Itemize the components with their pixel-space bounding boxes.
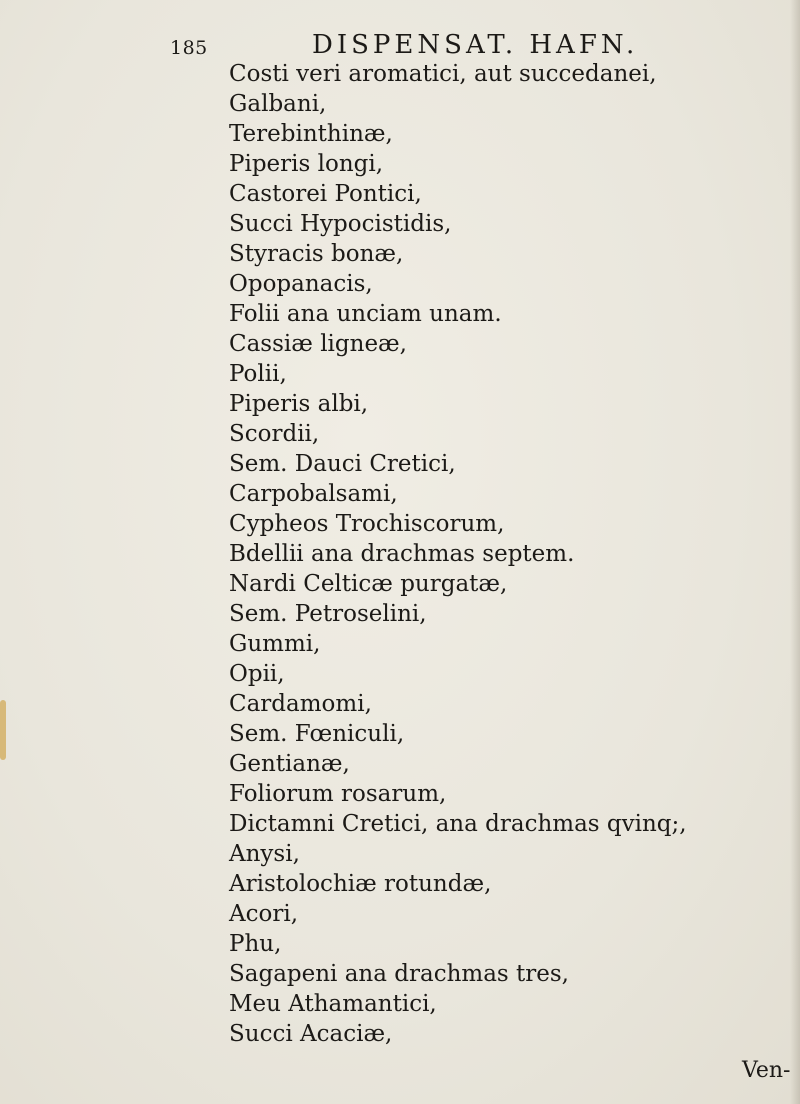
ingredient-line: Polii, bbox=[229, 361, 287, 387]
ingredient-line: Sagapeni ana drachmas tres, bbox=[229, 961, 569, 987]
ingredient-line: Nardi Celticæ purgatæ, bbox=[229, 571, 508, 597]
ingredient-line: Foliorum rosarum, bbox=[229, 781, 447, 807]
ingredient-line: Opii, bbox=[229, 661, 285, 687]
ingredient-line: Carpobalsami, bbox=[229, 481, 398, 507]
ingredient-line: Piperis longi, bbox=[229, 151, 384, 177]
ingredient-line: Scordii, bbox=[229, 421, 320, 447]
ingredient-line: Cassiæ ligneæ, bbox=[229, 331, 407, 357]
ingredient-line: Sem. Petroselini, bbox=[229, 601, 427, 627]
ingredient-line: Folii ana unciam unam. bbox=[229, 301, 502, 327]
ingredient-line: Piperis albi, bbox=[229, 391, 369, 417]
ingredient-line: Styracis bonæ, bbox=[229, 241, 404, 267]
ingredient-line: Meu Athamantici, bbox=[229, 991, 437, 1017]
ingredient-line: Cardamomi, bbox=[229, 691, 372, 717]
ingredient-line: Galbani, bbox=[229, 91, 327, 117]
running-head: DISPENSAT. HAFN. bbox=[312, 30, 639, 60]
ingredient-line: Terebinthinæ, bbox=[229, 121, 393, 147]
ingredient-line: Phu, bbox=[229, 931, 282, 957]
ingredient-line: Anysi, bbox=[229, 841, 300, 867]
ingredient-line: Opopanacis, bbox=[229, 271, 373, 297]
ingredient-line: Aristolochiæ rotundæ, bbox=[229, 871, 492, 897]
ingredient-line: Sem. Fœniculi, bbox=[229, 721, 405, 747]
ingredient-line: Sem. Dauci Cretici, bbox=[229, 451, 456, 477]
ingredient-line: Dictamni Cretici, ana drachmas qvinq;, bbox=[229, 811, 687, 837]
ingredient-line: Bdellii ana drachmas septem. bbox=[229, 541, 575, 567]
ingredient-line: Gentianæ, bbox=[229, 751, 350, 777]
ingredient-line: Succi Acaciæ, bbox=[229, 1021, 393, 1047]
catchword: Ven- bbox=[742, 1058, 791, 1083]
ingredient-line: Acori, bbox=[229, 901, 298, 927]
ingredient-line: Cypheos Trochiscorum, bbox=[229, 511, 505, 537]
ingredient-line: Castorei Pontici, bbox=[229, 181, 422, 207]
page-number: 185 bbox=[170, 37, 208, 59]
ingredient-line: Gummi, bbox=[229, 631, 321, 657]
ingredient-line: Succi Hypocistidis, bbox=[229, 211, 452, 237]
ingredient-line: Costi veri aromatici, aut succedanei, bbox=[229, 61, 657, 87]
